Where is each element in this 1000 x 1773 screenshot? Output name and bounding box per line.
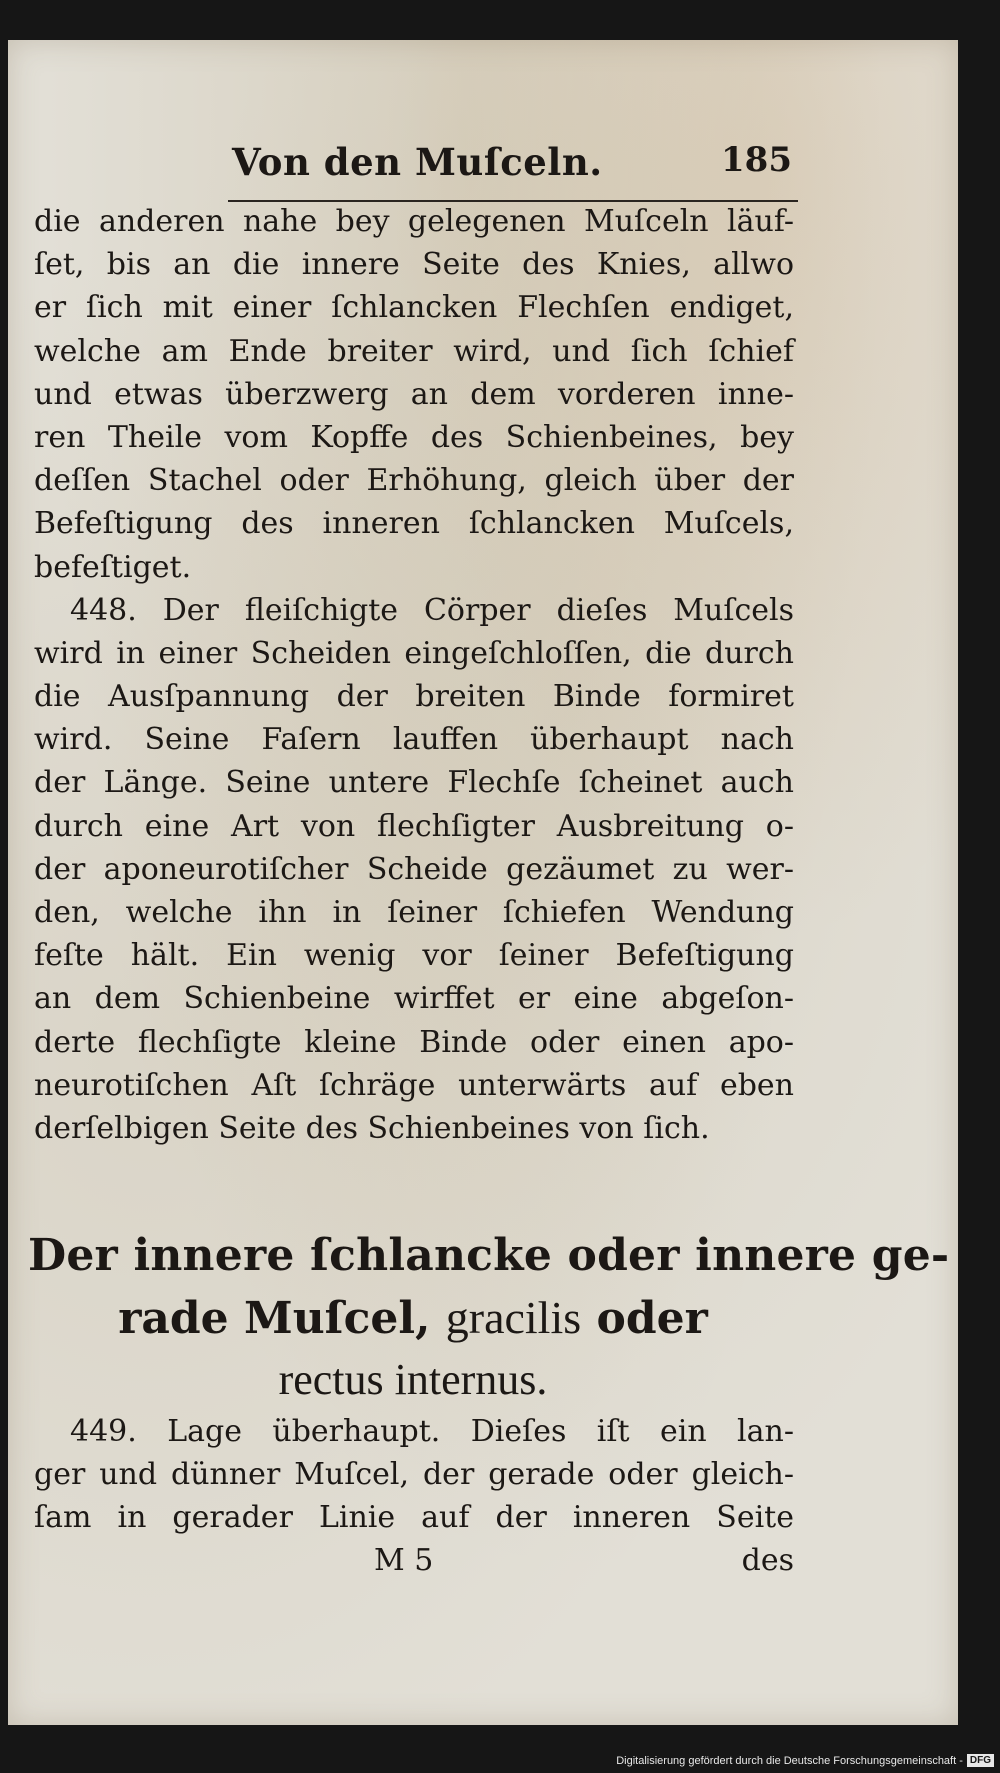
- text-line: die anderen nahe bey gelegenen Muſceln läuf-: [34, 204, 794, 239]
- text-line: welche am Ende breiter wird, und ſich ſchief: [34, 333, 794, 369]
- heading-line: Der innere ſchlancke oder innere ge-: [28, 1230, 950, 1281]
- body-text: [34, 200, 794, 1150]
- text-line: derſelbigen Seite des Schienbeines von ſich.: [34, 1110, 710, 1146]
- text-line: neurotiſchen Aſt ſchräge unterwärts auf eben: [34, 1067, 794, 1103]
- section-heading: [28, 1225, 950, 1410]
- digitization-credit: [616, 1754, 994, 1767]
- running-head: [228, 140, 798, 202]
- running-title: Von den Muſceln.: [232, 140, 603, 184]
- text-line: die Ausſpannung der breiten Binde formiret: [34, 679, 794, 715]
- heading-text: rade Muſcel,: [118, 1293, 446, 1344]
- text-line: ſet, bis an die innere Seite des Knies, allwo: [34, 247, 794, 283]
- catchword: des: [741, 1543, 794, 1578]
- heading-text: oder: [581, 1293, 708, 1344]
- text-line: wird. Seine Faſern lauffen überhaupt nach: [34, 722, 794, 758]
- paragraph-448: [34, 589, 794, 1150]
- text-line: befeſtiget.: [34, 549, 192, 585]
- text-line: ger und dünner Muſcel, der gerade oder gleich-: [34, 1457, 794, 1493]
- dfg-logo: DFG: [967, 1754, 994, 1767]
- heading-line: [28, 1287, 798, 1350]
- page-foot: [34, 1543, 794, 1589]
- paragraph-first-line: 448. Der fleiſchigte Cörper dieſes Muſcels: [70, 592, 794, 628]
- heading-latin-line: rectus internus.: [278, 1355, 548, 1404]
- paragraph-449: [34, 1410, 794, 1540]
- text-line: derte flechſigte kleine Binde oder einen apo-: [34, 1024, 794, 1060]
- text-line: deſſen Stachel oder Erhöhung, gleich über der: [34, 463, 794, 499]
- text-line: und etwas überzwerg an dem vorderen inne-: [34, 376, 794, 412]
- text-line: ſam in gerader Linie auf der inneren Seite: [34, 1500, 794, 1536]
- text-line: feſte hält. Ein wenig vor ſeiner Befeſtigung: [34, 938, 794, 974]
- text-line: den, welche ihn in ſeiner ſchiefen Wendung: [34, 895, 794, 930]
- text-line: durch eine Art von flechſigter Ausbreitung o-: [34, 808, 794, 844]
- paragraph-continuation: [34, 200, 794, 589]
- page-number: 185: [721, 140, 792, 180]
- book-page: [8, 40, 958, 1725]
- text-line: der Länge. Seine untere Flechſe ſcheinet auch: [34, 765, 794, 801]
- text-line: ren Theile vom Kopffe des Schienbeines, bey: [34, 419, 794, 455]
- paragraph-first-line: 449. Lage überhaupt. Dieſes iſt ein lan-: [70, 1414, 794, 1449]
- text-line: Befeſtigung des inneren ſchlancken Muſcels,: [34, 506, 794, 542]
- text-line: er ſich mit einer ſchlancken Flechſen endiget,: [34, 290, 794, 326]
- text-line: an dem Schienbeine wirffet er eine abgeſon-: [34, 981, 794, 1017]
- text-line: der aponeurotiſcher Scheide gezäumet zu wer-: [34, 851, 794, 887]
- credit-text: Digitalisierung gefördert durch die Deutsche Forschungsgemeinschaft -: [616, 1754, 963, 1767]
- text-line: wird in einer Scheiden eingeſchloſſen, die durch: [34, 635, 794, 671]
- signature-mark: M 5: [374, 1543, 434, 1578]
- heading-latin-term: gracilis: [445, 1292, 582, 1343]
